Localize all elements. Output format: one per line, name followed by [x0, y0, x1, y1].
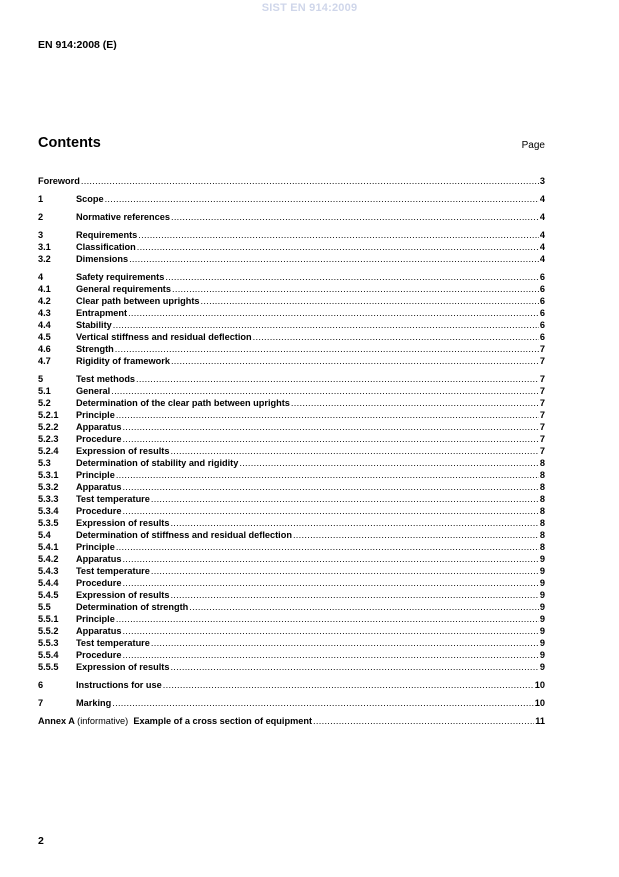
toc-entry-number: 5	[38, 374, 44, 384]
toc-entry-page: 7	[539, 446, 545, 456]
toc-entry-number: 5.2.4	[38, 446, 59, 456]
toc-entry-page: 6	[539, 320, 545, 330]
toc-entry-number: 4.5	[38, 332, 51, 342]
toc-entry-number: 5.3	[38, 458, 51, 468]
toc-leader-dots	[171, 211, 539, 223]
toc-entry-page: 8	[539, 530, 545, 540]
toc-leader-dots	[122, 421, 538, 433]
toc-entry[interactable]	[38, 445, 545, 457]
toc-entry-page: 8	[539, 542, 545, 552]
toc-entry-number: 2	[38, 212, 44, 222]
toc-entries	[38, 175, 545, 709]
toc-leader-dots	[122, 625, 538, 637]
toc-leader-dots	[151, 565, 539, 577]
toc-entry-title: Apparatus	[76, 554, 122, 564]
toc-entry-title: Expression of results	[76, 446, 170, 456]
toc-entry[interactable]	[38, 505, 545, 517]
toc-leader-dots	[291, 397, 539, 409]
toc-entry-page: 4	[539, 242, 545, 252]
toc-entry-page: 7	[539, 434, 545, 444]
toc-entry-title: Expression of results	[76, 590, 170, 600]
toc-leader-dots	[313, 715, 534, 727]
toc-entry-annex-a[interactable]	[38, 715, 545, 727]
toc-entry[interactable]	[38, 241, 545, 253]
toc-entry-title: Vertical stiffness and residual deflection	[76, 332, 252, 342]
toc-entry[interactable]	[38, 421, 545, 433]
toc-entry-title: Foreword	[38, 176, 80, 186]
toc-entry-title: Procedure	[76, 434, 122, 444]
toc-entry[interactable]	[38, 529, 545, 541]
toc-entry[interactable]	[38, 271, 545, 283]
toc-entry-number: 4.6	[38, 344, 51, 354]
toc-entry-title: Apparatus	[76, 626, 122, 636]
toc-entry-page: 10	[534, 698, 545, 708]
toc-leader-dots	[170, 661, 538, 673]
toc-entry-page: 7	[539, 422, 545, 432]
toc-entry-page: 4	[539, 212, 545, 222]
toc-entry-title: Principle	[76, 410, 115, 420]
toc-entry-number: 4.1	[38, 284, 51, 294]
toc-entry-title: Procedure	[76, 578, 122, 588]
toc-entry-page: 10	[534, 680, 545, 690]
toc-entry-title: Apparatus	[76, 422, 122, 432]
toc-entry-number: 5.2.1	[38, 410, 59, 420]
toc-entry[interactable]	[38, 331, 545, 343]
toc-entry-number: 5.4	[38, 530, 51, 540]
toc-leader-dots	[136, 373, 539, 385]
toc-leader-dots	[151, 637, 539, 649]
toc-entry[interactable]	[38, 589, 545, 601]
toc-entry-title: Rigidity of framework	[76, 356, 170, 366]
toc-leader-dots	[122, 553, 538, 565]
annex-qualifier: (informative)	[77, 716, 129, 726]
toc-entry-number: 5.3.1	[38, 470, 59, 480]
toc-entry-page: 9	[539, 614, 545, 624]
toc-entry-page: 7	[539, 386, 545, 396]
toc-entry-number: 5.2	[38, 398, 51, 408]
page-title: Contents	[38, 135, 101, 151]
toc-entry-number: 7	[38, 698, 44, 708]
toc-entry-title: Instructions for use	[76, 680, 162, 690]
watermark: SIST EN 914:2009	[261, 2, 358, 14]
toc-entry-title: Determination of stiffness and residual deflection	[76, 530, 292, 540]
toc-entry-title: Determination of strength	[76, 602, 189, 612]
toc-entry[interactable]	[38, 679, 545, 691]
toc-entry-page: 9	[539, 638, 545, 648]
toc-entry-page: 8	[539, 506, 545, 516]
page-column-label: Page	[521, 140, 545, 151]
table-of-contents	[38, 175, 545, 727]
toc-entry-page: 9	[539, 590, 545, 600]
toc-entry[interactable]	[38, 319, 545, 331]
toc-leader-dots	[151, 493, 539, 505]
toc-entry[interactable]	[38, 295, 545, 307]
toc-entry-number: 5.3.3	[38, 494, 59, 504]
toc-leader-dots	[170, 517, 538, 529]
toc-entry-number: 4.3	[38, 308, 51, 318]
toc-entry[interactable]	[38, 385, 545, 397]
toc-leader-dots	[293, 529, 539, 541]
toc-entry[interactable]	[38, 697, 545, 709]
toc-leader-dots	[122, 481, 538, 493]
toc-entry-page: 9	[539, 650, 545, 660]
toc-entry-title: Expression of results	[76, 662, 170, 672]
toc-entry-title: Determination of stability and rigidity	[76, 458, 239, 468]
toc-entry-title: Scope	[76, 194, 104, 204]
toc-leader-dots	[170, 589, 538, 601]
toc-entry[interactable]	[38, 553, 545, 565]
toc-entry[interactable]	[38, 517, 545, 529]
toc-entry-number: 5.3.5	[38, 518, 59, 528]
toc-entry-number: 5.3.4	[38, 506, 59, 516]
toc-entry-title: Test temperature	[76, 494, 150, 504]
toc-leader-dots	[122, 433, 538, 445]
toc-entry-page: 4	[539, 230, 545, 240]
annex-label: Annex A	[38, 716, 75, 726]
toc-entry-title	[38, 715, 312, 727]
toc-leader-dots	[189, 601, 539, 613]
toc-entry[interactable]	[38, 577, 545, 589]
toc-entry[interactable]	[38, 469, 545, 481]
toc-entry-title: Dimensions	[76, 254, 129, 264]
document-id: EN 914:2008 (E)	[38, 39, 117, 51]
toc-leader-dots	[165, 271, 539, 283]
toc-entry[interactable]	[38, 493, 545, 505]
toc-entry-number: 4.2	[38, 296, 51, 306]
toc-leader-dots	[138, 229, 539, 241]
toc-entry-title: Safety requirements	[76, 272, 165, 282]
toc-entry[interactable]	[38, 433, 545, 445]
toc-entry-page: 7	[539, 398, 545, 408]
toc-entry-title: Stability	[76, 320, 112, 330]
toc-entry[interactable]	[38, 193, 545, 205]
toc-entry[interactable]	[38, 457, 545, 469]
toc-entry-number: 5.5	[38, 602, 51, 612]
toc-entry-title: Requirements	[76, 230, 138, 240]
toc-entry-number: 3.2	[38, 254, 51, 264]
toc-entry[interactable]	[38, 409, 545, 421]
toc-entry-page: 8	[539, 482, 545, 492]
toc-entry[interactable]	[38, 253, 545, 265]
toc-leader-dots	[137, 241, 539, 253]
toc-entry-number: 5.4.3	[38, 566, 59, 576]
toc-entry[interactable]	[38, 343, 545, 355]
toc-entry-title: Procedure	[76, 506, 122, 516]
toc-entry[interactable]	[38, 565, 545, 577]
toc-entry-page: 7	[539, 356, 545, 366]
toc-leader-dots	[116, 613, 539, 625]
toc-entry-title: Expression of results	[76, 518, 170, 528]
toc-entry-number: 5.3.2	[38, 482, 59, 492]
toc-entry[interactable]	[38, 211, 545, 223]
toc-entry-page: 9	[539, 566, 545, 576]
toc-leader-dots	[253, 331, 539, 343]
toc-leader-dots	[122, 649, 538, 661]
toc-entry[interactable]	[38, 541, 545, 553]
toc-entry-title: Apparatus	[76, 482, 122, 492]
toc-entry[interactable]	[38, 637, 545, 649]
toc-entry-title: Marking	[76, 698, 112, 708]
toc-leader-dots	[201, 295, 539, 307]
toc-leader-dots	[81, 175, 539, 187]
toc-entry-page: 9	[539, 602, 545, 612]
toc-leader-dots	[116, 541, 539, 553]
toc-entry-number: 6	[38, 680, 44, 690]
toc-entry-title: Normative references	[76, 212, 170, 222]
toc-entry-page: 6	[539, 296, 545, 306]
toc-entry-title: Principle	[76, 542, 115, 552]
toc-entry[interactable]	[38, 373, 545, 385]
toc-entry-page: 8	[539, 518, 545, 528]
toc-entry-page: 8	[539, 458, 545, 468]
toc-entry-page: 7	[539, 410, 545, 420]
toc-leader-dots	[128, 307, 539, 319]
toc-leader-dots	[105, 193, 539, 205]
toc-entry-number: 5.5.1	[38, 614, 59, 624]
toc-leader-dots	[115, 343, 539, 355]
toc-entry-title: General requirements	[76, 284, 171, 294]
toc-entry-title: Classification	[76, 242, 136, 252]
toc-entry-number: 5.5.4	[38, 650, 59, 660]
toc-entry[interactable]	[38, 283, 545, 295]
annex-title: Example of a cross section of equipment	[133, 716, 313, 726]
toc-entry-number: 5.1	[38, 386, 51, 396]
toc-entry-title: Clear path between uprights	[76, 296, 200, 306]
toc-entry-title: Principle	[76, 470, 115, 480]
toc-entry-number: 4.7	[38, 356, 51, 366]
toc-entry-number: 5.5.5	[38, 662, 59, 672]
toc-entry[interactable]	[38, 649, 545, 661]
toc-entry[interactable]	[38, 229, 545, 241]
toc-entry-page: 9	[539, 626, 545, 636]
toc-leader-dots	[113, 319, 539, 331]
toc-entry[interactable]	[38, 613, 545, 625]
toc-entry-page: 6	[539, 272, 545, 282]
toc-entry-page: 6	[539, 308, 545, 318]
toc-entry-page: 6	[539, 284, 545, 294]
toc-entry-page: 7	[539, 374, 545, 384]
toc-leader-dots	[171, 355, 539, 367]
toc-entry-number: 5.2.3	[38, 434, 59, 444]
toc-entry[interactable]	[38, 661, 545, 673]
toc-entry-title: Test temperature	[76, 638, 150, 648]
toc-entry-number: 5.4.1	[38, 542, 59, 552]
toc-entry[interactable]	[38, 355, 545, 367]
toc-entry-title: Test temperature	[76, 566, 150, 576]
toc-entry[interactable]	[38, 481, 545, 493]
toc-entry-title: Test methods	[76, 374, 136, 384]
toc-leader-dots	[122, 577, 538, 589]
toc-entry-title: Principle	[76, 614, 115, 624]
toc-entry-page: 6	[539, 332, 545, 342]
toc-entry-title: Determination of the clear path between uprights	[76, 398, 290, 408]
toc-entry[interactable]	[38, 175, 545, 187]
toc-entry[interactable]	[38, 307, 545, 319]
toc-entry[interactable]	[38, 601, 545, 613]
toc-entry-number: 5.4.4	[38, 578, 59, 588]
toc-leader-dots	[116, 409, 539, 421]
toc-entry-page: 4	[539, 194, 545, 204]
toc-leader-dots	[122, 505, 538, 517]
toc-entry-page: 3	[539, 176, 545, 186]
toc-entry-number: 3.1	[38, 242, 51, 252]
toc-entry-number: 5.5.2	[38, 626, 59, 636]
toc-entry-page: 8	[539, 470, 545, 480]
toc-entry-number: 4	[38, 272, 44, 282]
toc-leader-dots	[129, 253, 539, 265]
toc-leader-dots	[239, 457, 539, 469]
toc-entry-number: 5.4.5	[38, 590, 59, 600]
toc-entry[interactable]	[38, 625, 545, 637]
toc-entry-number: 5.4.2	[38, 554, 59, 564]
toc-entry-number: 5.5.3	[38, 638, 59, 648]
toc-leader-dots	[163, 679, 534, 691]
toc-entry-number: 1	[38, 194, 44, 204]
toc-leader-dots	[116, 469, 539, 481]
toc-entry-number: 5.2.2	[38, 422, 59, 432]
toc-entry-title: Strength	[76, 344, 114, 354]
toc-entry-page: 9	[539, 554, 545, 564]
toc-entry-page: 8	[539, 494, 545, 504]
toc-leader-dots	[112, 697, 534, 709]
toc-entry-number: 3	[38, 230, 44, 240]
toc-entry-page: 11	[535, 716, 545, 726]
page-number: 2	[38, 835, 44, 847]
toc-entry-title: Entrapment	[76, 308, 128, 318]
toc-entry-page: 9	[539, 578, 545, 588]
toc-entry-title: General	[76, 386, 111, 396]
toc-entry-number: 4.4	[38, 320, 51, 330]
toc-entry-title: Procedure	[76, 650, 122, 660]
toc-entry-page: 9	[539, 662, 545, 672]
toc-entry-page: 4	[539, 254, 545, 264]
toc-entry[interactable]	[38, 397, 545, 409]
toc-leader-dots	[111, 385, 539, 397]
toc-entry-page: 7	[539, 344, 545, 354]
toc-leader-dots	[170, 445, 538, 457]
toc-leader-dots	[172, 283, 539, 295]
